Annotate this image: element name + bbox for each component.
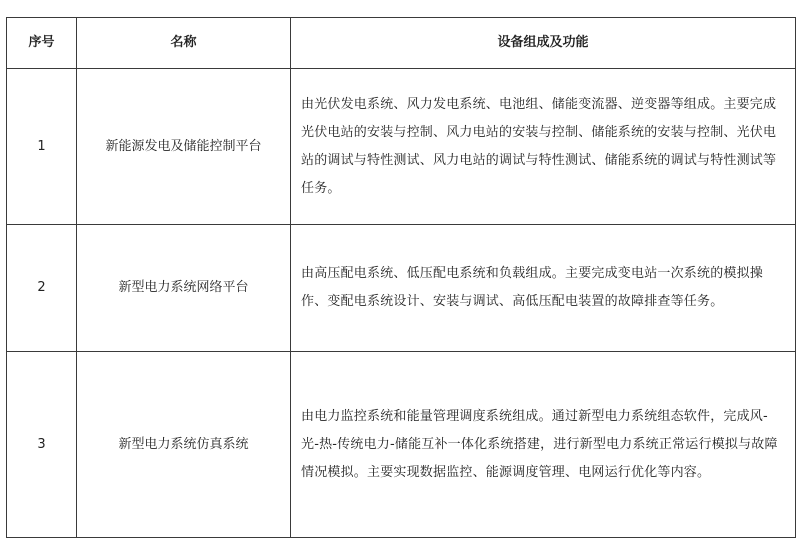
row-function: 由高压配电系统、低压配电系统和负载组成。主要完成变电站一次系统的模拟操作、变配电系统设计、安装与调试、高低压配电装置的故障排查等任务。 [291, 225, 796, 352]
equipment-table-container [6, 17, 796, 538]
row-number: 1 [7, 69, 77, 225]
table-row [7, 352, 796, 538]
row-function: 由光伏发电系统、风力发电系统、电池组、储能变流器、逆变器等组成。主要完成光伏电站的安装与控制、风力电站的安装与控制、储能系统的安装与控制、光伏电站的调试与特性测试、风力电站的调试与特性测试、储能系统的调试与特性测试等任务。 [291, 69, 796, 225]
row-name: 新能源发电及储能控制平台 [77, 69, 291, 225]
table-row [7, 69, 796, 225]
header-number: 序号 [7, 18, 77, 69]
header-function: 设备组成及功能 [291, 18, 796, 69]
equipment-table [6, 17, 796, 538]
header-name: 名称 [77, 18, 291, 69]
row-function: 由电力监控系统和能量管理调度系统组成。通过新型电力系统组态软件，完成风-光-热-传统电力-储能互补一体化系统搭建，进行新型电力系统正常运行模拟与故障情况模拟。主要实现数据监控、能源调度管理、电网运行优化等内容。 [291, 352, 796, 538]
table-header-row [7, 18, 796, 69]
row-name: 新型电力系统网络平台 [77, 225, 291, 352]
row-number: 2 [7, 225, 77, 352]
row-name: 新型电力系统仿真系统 [77, 352, 291, 538]
table-row [7, 225, 796, 352]
row-number: 3 [7, 352, 77, 538]
